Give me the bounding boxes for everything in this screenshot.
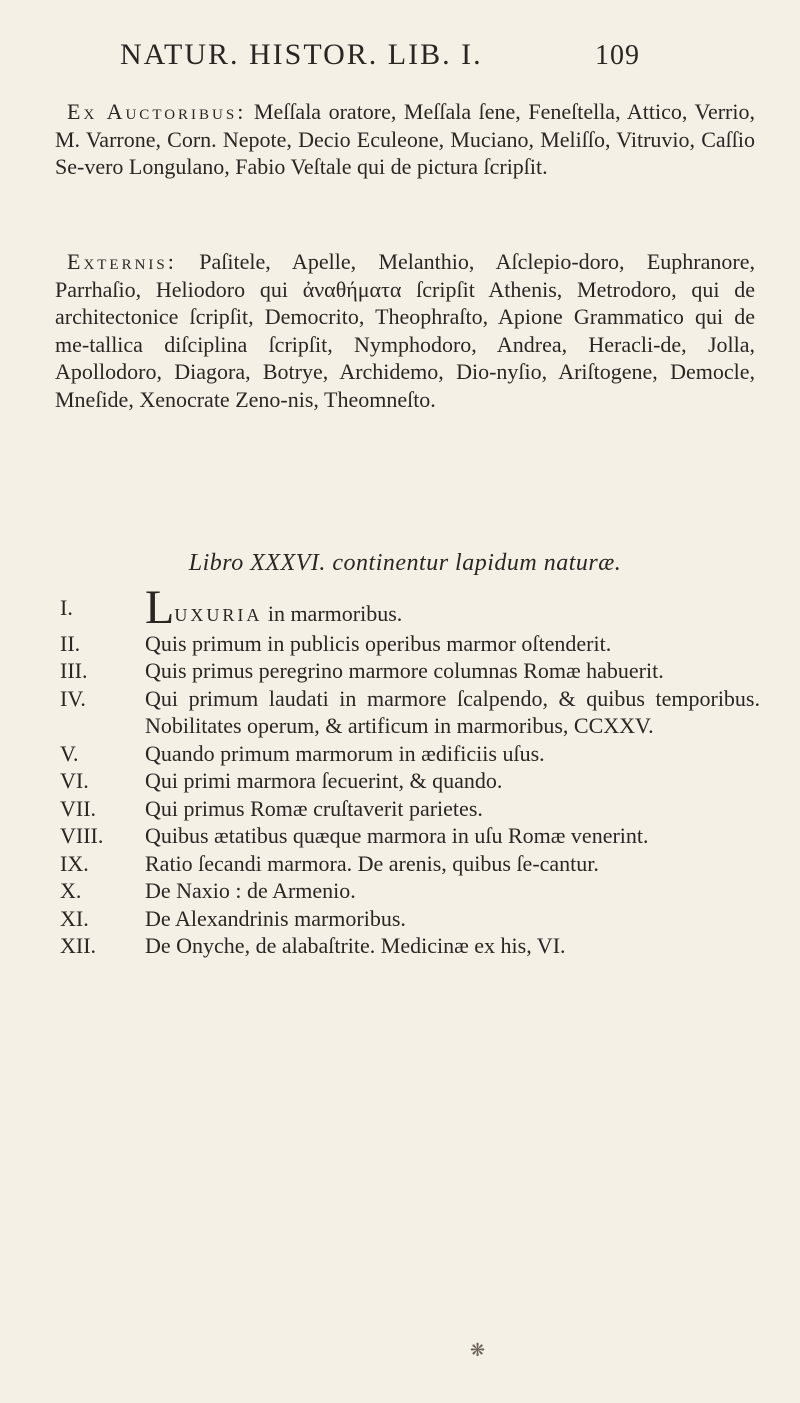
auctores-text: Meſſala oratore, Meſſala ſene, Feneſtella, Attico, Verrio, M. Varrone, Corn. Nepote, Decio Eculeone, Muciano, Meliſſo, Vitruvio, Caſſio Se‑vero Longulano, Fabio Veſtale qui de pictura ſcripſit. xyxy=(55,99,755,179)
toc-number: XII. xyxy=(60,933,97,958)
toc-entry: Quibus ætatibus quæque marmora in uſu Romæ venerint. xyxy=(145,823,649,848)
running-title: NATUR. HISTOR. LIB. I. xyxy=(120,38,483,71)
toc-row xyxy=(60,877,760,905)
auctores-lead: Ex Auctoribus: xyxy=(67,99,247,124)
toc-row xyxy=(60,581,760,634)
toc-row xyxy=(60,685,760,740)
toc-row xyxy=(60,822,760,850)
toc-number: VIII. xyxy=(60,823,104,848)
toc-row xyxy=(60,795,760,823)
toc-number: I. xyxy=(60,595,73,620)
externis-lead: Externis: xyxy=(67,249,177,274)
toc-entry: Qui primi marmora ſecuerint, & quando. xyxy=(145,768,503,793)
toc-entry: Quis primum in publicis operibus marmor oſtenderit. xyxy=(145,630,612,656)
toc-number: III. xyxy=(60,658,88,683)
initial-word: UXURIA xyxy=(174,605,263,625)
toc-entry: De Onyche, de alabaſtrite. Medicinæ ex his, VI. xyxy=(145,933,566,958)
initial-letter: L xyxy=(145,581,175,634)
toc-entry: Quis primus peregrino marmore columnas Romæ habuerit. xyxy=(145,658,664,683)
toc-row xyxy=(60,630,760,658)
toc-entry xyxy=(145,581,760,634)
auctores-paragraph xyxy=(55,98,755,181)
toc-number: IV. xyxy=(60,685,86,711)
table-of-contents xyxy=(60,581,760,960)
toc-row xyxy=(60,932,760,960)
externis-text: Paſitele, Apelle, Melanthio, Aſclepio-doro, Euphranore, Parrhaſio, Heliodoro qui ἀναθήματα ſcripſit Athenis, Metrodoro, qui de architectonice ſcripſit, Democrito, Theophraſto, Apione Grammatico qui de me-tallica diſciplina ſcripſit, Nymphodoro, Andrea, Heracli-de, Jolla, Apollodoro, Diagora, Botrye, Archidemo, Dio-nyſio, Ariſtogene, Democle, Mneſide, Xenocrate Zeno-nis, Theomneſto. xyxy=(55,249,755,412)
toc-entry: Quando primum marmorum in ædificiis uſus. xyxy=(145,740,545,766)
toc-row xyxy=(60,740,760,768)
toc-entry: De Naxio : de Armenio. xyxy=(145,878,356,903)
toc-number: VI. xyxy=(60,768,89,793)
toc-number: X. xyxy=(60,878,82,903)
toc-row xyxy=(60,850,760,878)
toc-entry: Qui primus Romæ cruſtaverit parietes. xyxy=(145,795,483,821)
toc-entry: De Alexandrinis marmoribus. xyxy=(145,905,406,931)
ornament-icon: ❋ xyxy=(470,1340,486,1360)
page-number: 109 xyxy=(595,40,640,71)
externis-paragraph xyxy=(55,248,755,413)
running-header xyxy=(120,38,640,72)
toc-number: IX. xyxy=(60,850,89,876)
toc-number: XI. xyxy=(60,905,89,931)
toc-entry-text: in marmoribus. xyxy=(262,601,403,626)
toc-number: V. xyxy=(60,740,79,766)
toc-number: VII. xyxy=(60,795,97,821)
toc-entry: Qui primum laudati in marmore ſcalpendo, & quibus temporibus. Nobilitates operum, & artificum in marmoribus, CCXXV. xyxy=(145,685,760,738)
book-contents-heading: Libro XXXVI. continentur lapidum naturæ. xyxy=(188,550,622,576)
toc-number: II. xyxy=(60,630,81,656)
toc-row xyxy=(60,767,760,795)
toc-entry: Ratio ſecandi marmora. De arenis, quibus ſe-cantur. xyxy=(145,850,599,876)
toc-row xyxy=(60,657,760,685)
toc-row xyxy=(60,905,760,933)
